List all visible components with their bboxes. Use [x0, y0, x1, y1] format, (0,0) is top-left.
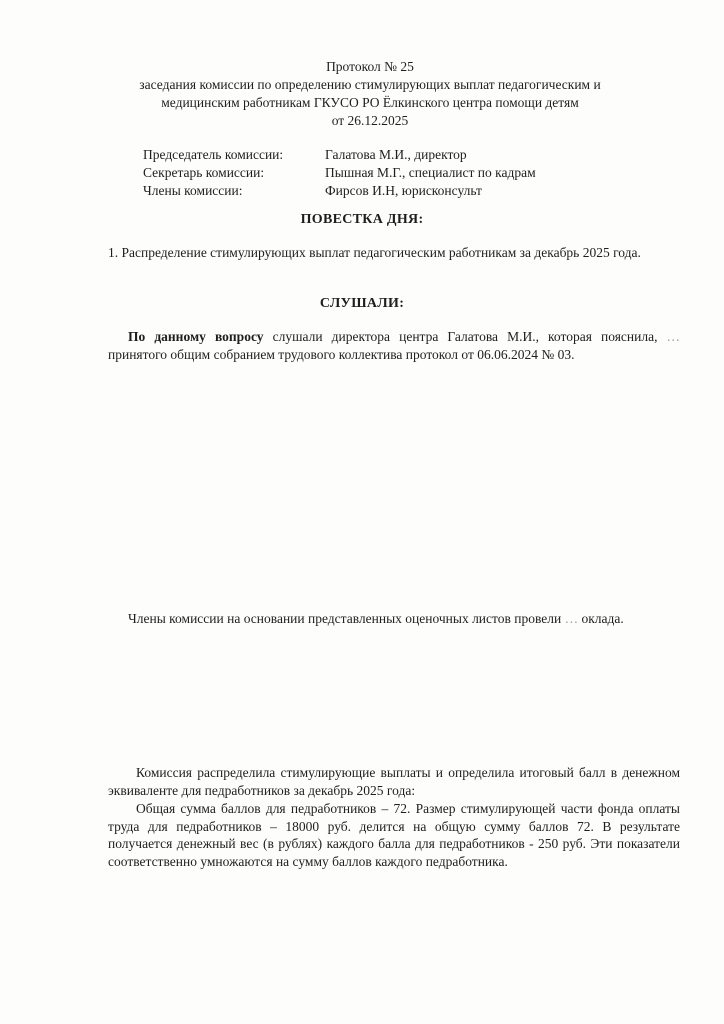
paragraph-start: слушали директора центра Галатова М.И., которая пояснила,	[272, 329, 658, 344]
heard-heading: СЛУШАЛИ:	[319, 296, 405, 311]
member-role: Секретарь комиссии:	[143, 165, 265, 180]
protocol-header	[110, 58, 630, 130]
protocol-subject-line-2: медицинским работникам ГКУСО РО Ёлкинского центра помощи детям	[161, 95, 579, 110]
agenda-item: 1. Распределение стимулирующих выплат педагогическим работникам за декабрь 2025 года.	[108, 245, 641, 260]
protocol-number: Протокол № 25	[326, 59, 414, 74]
heard-paragraph-4: Общая сумма баллов для педработников – 72. Размер стимулирующей части фонда оплаты труда для педработников – 18000 руб. делится на общую сумму баллов 72. В результате получается денежный вес (в рублях) каждого балла для педработников - 250 руб. Эти показатели соответственно умножаются на сумму баллов каждого педработника.	[108, 801, 680, 869]
member-person: Фирсов И.Н, юрисконсульт	[325, 183, 482, 198]
member-person: Галатова М.И., директор	[325, 147, 467, 162]
heard-paragraph-1	[108, 328, 680, 363]
protocol-date: от 26.12.2025	[331, 113, 409, 128]
omitted-text-marker: …	[666, 329, 681, 344]
paragraph-end: принятого общим собранием трудового коллектива протокол от 06.06.2024 № 03.	[108, 346, 575, 362]
member-row	[143, 182, 536, 200]
heard-paragraph-3: Комиссия распределила стимулирующие выплаты и определила итоговый балл в денежном эквиваленте для педработников за декабрь 2025 года:	[108, 765, 680, 798]
agenda-heading: ПОВЕСТКА ДНЯ:	[300, 212, 424, 227]
commission-members	[143, 146, 536, 200]
member-role: Председатель комиссии:	[143, 147, 284, 162]
member-role: Члены комиссии:	[143, 183, 243, 198]
protocol-subject-line-1: заседания комиссии по определению стимулирующих выплат педагогическим и	[139, 77, 601, 92]
omitted-text-marker: …	[564, 611, 579, 626]
heard-paragraph-2	[108, 610, 680, 628]
paragraph-end: оклада.	[581, 611, 624, 626]
member-person: Пышная М.Г., специалист по кадрам	[325, 165, 536, 180]
member-row	[143, 146, 536, 164]
member-row	[143, 164, 536, 182]
paragraph-lead: По данному вопросу	[128, 329, 264, 344]
paragraph-start: Члены комиссии на основании представленных оценочных листов провели	[128, 611, 562, 626]
